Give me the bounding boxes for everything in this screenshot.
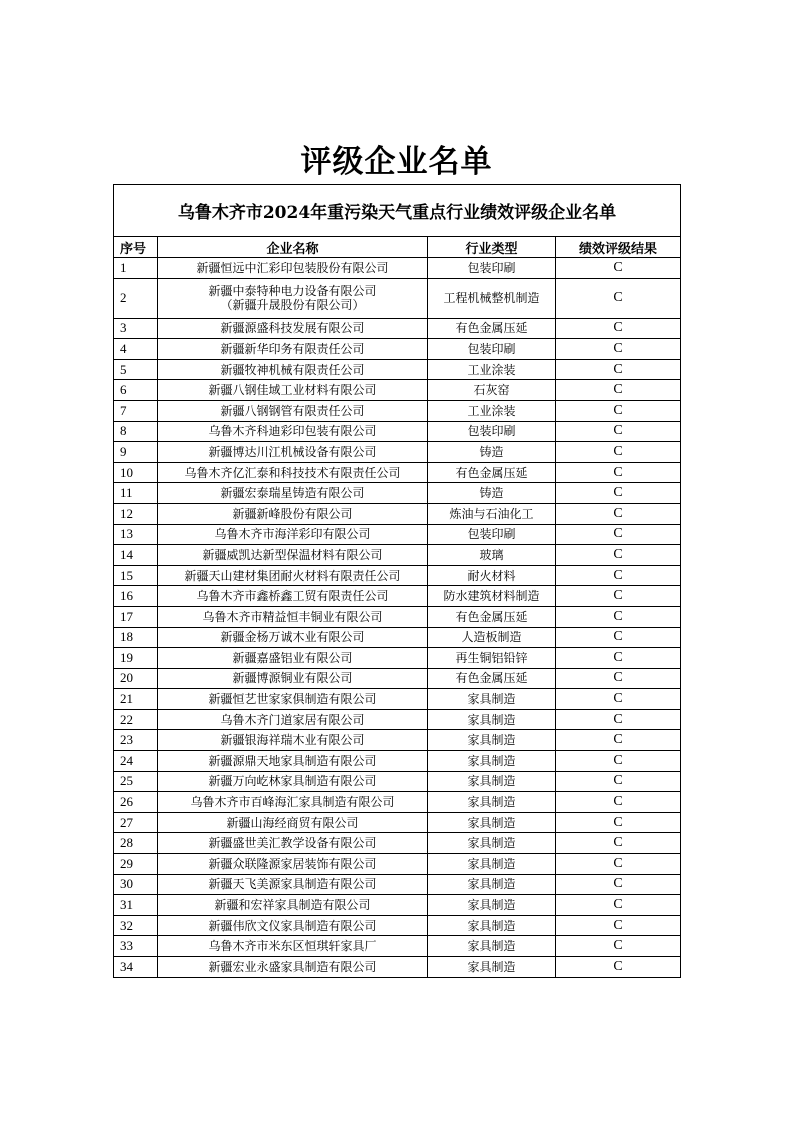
header-industry: 行业类型 (428, 237, 556, 258)
industry-type: 家具制造 (428, 689, 556, 710)
page-title: 评级企业名单 (300, 144, 493, 180)
rating-result: C (556, 957, 681, 978)
row-number: 4 (114, 339, 158, 360)
company-name-cell: 新疆牧神机械有限责任公司 (158, 359, 428, 380)
industry-type: 有色金属压延 (428, 606, 556, 627)
table-row (114, 771, 681, 792)
industry-type: 家具制造 (428, 709, 556, 730)
rating-result: C (556, 278, 681, 318)
rating-result: C (556, 627, 681, 648)
row-number: 25 (114, 771, 158, 792)
rating-result: C (556, 730, 681, 751)
industry-type: 包装印刷 (428, 258, 556, 279)
table-row (114, 874, 681, 895)
row-number: 14 (114, 545, 158, 566)
row-number: 18 (114, 627, 158, 648)
company-name-cell: 乌鲁木齐门道家居有限公司 (158, 709, 428, 730)
table-row (114, 524, 681, 545)
industry-type: 有色金属压延 (428, 668, 556, 689)
row-number: 28 (114, 833, 158, 854)
industry-type: 耐火材料 (428, 565, 556, 586)
row-number: 17 (114, 606, 158, 627)
company-name-cell: 新疆银海祥瑞木业有限公司 (158, 730, 428, 751)
table-row (114, 812, 681, 833)
table-row (114, 586, 681, 607)
rating-result: C (556, 565, 681, 586)
company-name-cell: 新疆伟欣文仪家具制造有限公司 (158, 915, 428, 936)
company-name-cell: 新疆盛世美汇教学设备有限公司 (158, 833, 428, 854)
table-row (114, 380, 681, 401)
table-row (114, 606, 681, 627)
row-number: 15 (114, 565, 158, 586)
table-caption-row (114, 185, 681, 237)
industry-type: 家具制造 (428, 895, 556, 916)
row-number: 32 (114, 915, 158, 936)
table-row (114, 648, 681, 669)
row-number: 11 (114, 483, 158, 504)
row-number: 24 (114, 751, 158, 772)
rating-result: C (556, 400, 681, 421)
company-name-cell: 新疆源鼎天地家具制造有限公司 (158, 751, 428, 772)
rating-result: C (556, 709, 681, 730)
table-row (114, 895, 681, 916)
rating-result: C (556, 483, 681, 504)
company-name-cell: 新疆恒艺世家家俱制造有限公司 (158, 689, 428, 710)
rating-result: C (556, 895, 681, 916)
rating-result: C (556, 792, 681, 813)
company-name-cell: 新疆宏业永盛家具制造有限公司 (158, 957, 428, 978)
company-name-cell: 乌鲁木齐市海洋彩印有限公司 (158, 524, 428, 545)
row-number: 23 (114, 730, 158, 751)
table-row (114, 400, 681, 421)
table-caption: 乌鲁木齐市2024年重污染天气重点行业绩效评级企业名单 (114, 185, 681, 237)
industry-type: 家具制造 (428, 771, 556, 792)
company-name: 新疆中泰特种电力设备有限公司 (208, 284, 377, 299)
table-row (114, 258, 681, 279)
rating-result: C (556, 421, 681, 442)
rating-result: C (556, 359, 681, 380)
row-number: 6 (114, 380, 158, 401)
industry-type: 炼油与石油化工 (428, 503, 556, 524)
rating-result: C (556, 915, 681, 936)
company-name-cell: 新疆宏泰瑞星铸造有限公司 (158, 483, 428, 504)
industry-type: 再生铜铝铅锌 (428, 648, 556, 669)
row-number: 10 (114, 462, 158, 483)
company-name-cell: 新疆博达川江机械设备有限公司 (158, 442, 428, 463)
row-number: 22 (114, 709, 158, 730)
company-name-cell: 新疆和宏祥家具制造有限公司 (158, 895, 428, 916)
company-name-cell: 新疆山海经商贸有限公司 (158, 812, 428, 833)
industry-type: 工业涂装 (428, 359, 556, 380)
industry-type: 有色金属压延 (428, 462, 556, 483)
table-row (114, 957, 681, 978)
industry-type: 包装印刷 (428, 421, 556, 442)
rating-result: C (556, 771, 681, 792)
rating-table-body (114, 185, 681, 978)
company-name-cell: 乌鲁木齐市米东区恒琪轩家具厂 (158, 936, 428, 957)
industry-type: 家具制造 (428, 854, 556, 875)
row-number: 19 (114, 648, 158, 669)
company-name-cell: 新疆新华印务有限责任公司 (158, 339, 428, 360)
industry-type: 石灰窑 (428, 380, 556, 401)
rating-result: C (556, 503, 681, 524)
industry-type: 家具制造 (428, 833, 556, 854)
rating-result: C (556, 689, 681, 710)
company-name-cell (158, 278, 428, 318)
rating-result: C (556, 258, 681, 279)
row-number: 3 (114, 318, 158, 339)
company-name-cell: 新疆博源铜业有限公司 (158, 668, 428, 689)
table-row (114, 936, 681, 957)
table-row (114, 668, 681, 689)
company-name-cell: 乌鲁木齐市鑫桥鑫工贸有限责任公司 (158, 586, 428, 607)
industry-type: 家具制造 (428, 751, 556, 772)
row-number: 8 (114, 421, 158, 442)
table-row (114, 278, 681, 318)
company-name-cell: 乌鲁木齐市精益恒丰铜业有限公司 (158, 606, 428, 627)
industry-type: 工程机械整机制造 (428, 278, 556, 318)
row-number: 13 (114, 524, 158, 545)
rating-result: C (556, 668, 681, 689)
industry-type: 包装印刷 (428, 339, 556, 360)
table-header-row (114, 237, 681, 258)
table-row (114, 545, 681, 566)
company-name-cell: 新疆金杨万诚木业有限公司 (158, 627, 428, 648)
rating-result: C (556, 339, 681, 360)
row-number: 16 (114, 586, 158, 607)
rating-result: C (556, 936, 681, 957)
rating-result: C (556, 833, 681, 854)
rating-result: C (556, 606, 681, 627)
industry-type: 家具制造 (428, 792, 556, 813)
rating-result: C (556, 751, 681, 772)
table-row (114, 627, 681, 648)
row-number: 20 (114, 668, 158, 689)
industry-type: 家具制造 (428, 730, 556, 751)
rating-result: C (556, 442, 681, 463)
industry-type: 家具制造 (428, 812, 556, 833)
industry-type: 工业涂装 (428, 400, 556, 421)
table-row (114, 565, 681, 586)
company-name-cell: 乌鲁木齐市百峰海汇家具制造有限公司 (158, 792, 428, 813)
rating-result: C (556, 648, 681, 669)
table-row (114, 503, 681, 524)
rating-result: C (556, 524, 681, 545)
table-row (114, 421, 681, 442)
rating-result: C (556, 586, 681, 607)
row-number: 26 (114, 792, 158, 813)
rating-result: C (556, 812, 681, 833)
row-number: 31 (114, 895, 158, 916)
table-row (114, 359, 681, 380)
header-no: 序号 (114, 237, 158, 258)
row-number: 2 (114, 278, 158, 318)
company-name-cell: 新疆新峰股份有限公司 (158, 503, 428, 524)
company-name-cell: 新疆威凯达新型保温材料有限公司 (158, 545, 428, 566)
table-row (114, 483, 681, 504)
industry-type: 家具制造 (428, 915, 556, 936)
rating-result: C (556, 854, 681, 875)
row-number: 33 (114, 936, 158, 957)
table-row (114, 689, 681, 710)
row-number: 21 (114, 689, 158, 710)
table-row (114, 442, 681, 463)
industry-type: 包装印刷 (428, 524, 556, 545)
table-row (114, 462, 681, 483)
company-name-cell: 乌鲁木齐亿汇泰和科技技术有限责任公司 (158, 462, 428, 483)
company-name-cell: 新疆八钢佳域工业材料有限公司 (158, 380, 428, 401)
row-number: 27 (114, 812, 158, 833)
industry-type: 防水建筑材料制造 (428, 586, 556, 607)
row-number: 9 (114, 442, 158, 463)
industry-type: 铸造 (428, 442, 556, 463)
industry-type: 人造板制造 (428, 627, 556, 648)
header-grade: 绩效评级结果 (556, 237, 681, 258)
table-row (114, 730, 681, 751)
row-number: 34 (114, 957, 158, 978)
company-name-cell: 新疆万向屹林家具制造有限公司 (158, 771, 428, 792)
table-row (114, 915, 681, 936)
table-row (114, 854, 681, 875)
rating-table-frame (113, 184, 680, 978)
rating-result: C (556, 380, 681, 401)
company-name-cell: 新疆天飞美源家具制造有限公司 (158, 874, 428, 895)
industry-type: 家具制造 (428, 936, 556, 957)
table-row (114, 339, 681, 360)
industry-type: 铸造 (428, 483, 556, 504)
row-number: 1 (114, 258, 158, 279)
table-row (114, 709, 681, 730)
row-number: 29 (114, 854, 158, 875)
row-number: 30 (114, 874, 158, 895)
table-row (114, 751, 681, 772)
row-number: 12 (114, 503, 158, 524)
row-number: 7 (114, 400, 158, 421)
industry-type: 有色金属压延 (428, 318, 556, 339)
company-name-cell: 乌鲁木齐科迪彩印包装有限公司 (158, 421, 428, 442)
company-name-cell: 新疆恒远中汇彩印包装股份有限公司 (158, 258, 428, 279)
rating-table (113, 184, 681, 978)
company-former-name: （新疆升晟股份有限公司） (220, 298, 365, 313)
rating-result: C (556, 545, 681, 566)
industry-type: 家具制造 (428, 874, 556, 895)
company-name-cell: 新疆源盛科技发展有限公司 (158, 318, 428, 339)
rating-result: C (556, 318, 681, 339)
row-number: 5 (114, 359, 158, 380)
company-name-cell: 新疆八钢钢管有限责任公司 (158, 400, 428, 421)
table-row (114, 833, 681, 854)
table-row (114, 318, 681, 339)
rating-result: C (556, 874, 681, 895)
rating-result: C (556, 462, 681, 483)
company-name-cell: 新疆众联隆源家居装饰有限公司 (158, 854, 428, 875)
industry-type: 家具制造 (428, 957, 556, 978)
header-company-name: 企业名称 (158, 237, 428, 258)
industry-type: 玻璃 (428, 545, 556, 566)
table-row (114, 792, 681, 813)
company-name-cell: 新疆嘉盛铝业有限公司 (158, 648, 428, 669)
company-name-cell: 新疆天山建材集团耐火材料有限责任公司 (158, 565, 428, 586)
